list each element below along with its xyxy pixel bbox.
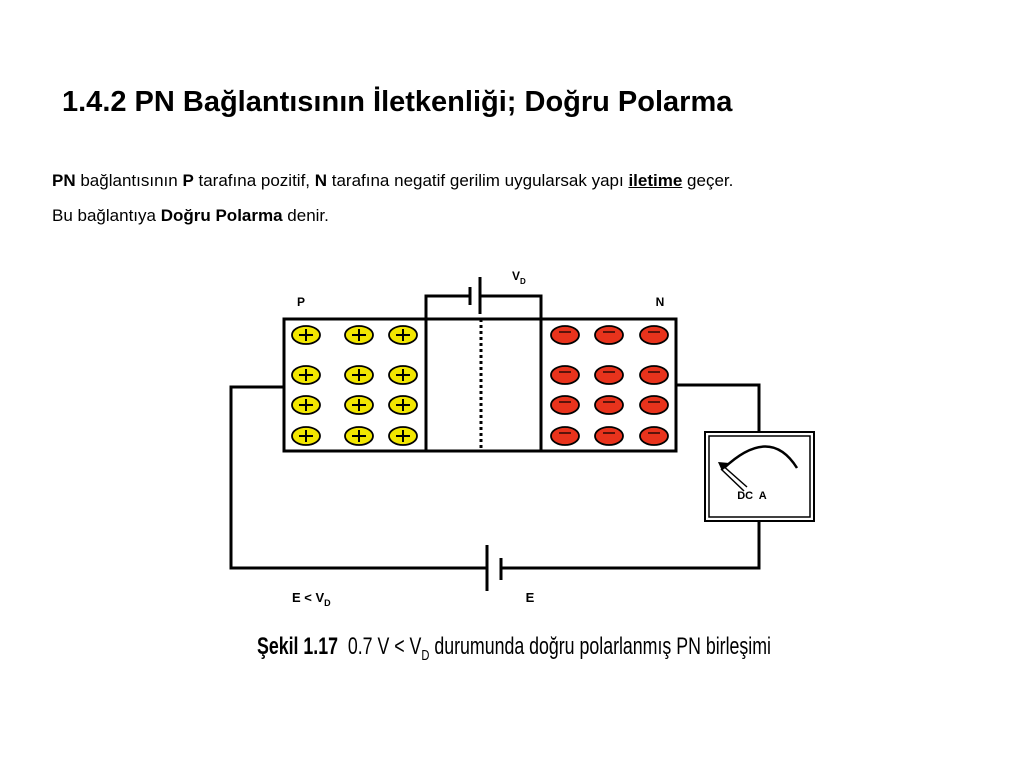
caption-text-2: durumunda doğru polarlanmış PN birleşimi [429,633,771,660]
caption-figure-number: Şekil 1.17 [257,633,338,660]
positive-charge [292,427,320,445]
paragraph-segment: tarafına pozitif, [193,171,315,190]
paragraph-segment: Bu bağlantıya [52,206,161,225]
label-vd: $V_D$ [512,269,526,286]
positive-charge [345,396,373,414]
paragraph-segment: P [182,171,194,190]
positive-charge [389,427,417,445]
negative-charge [551,326,579,344]
negative-charge [640,326,668,344]
negative-charge [551,396,579,414]
positive-charge [345,366,373,384]
label-e: E [525,590,535,605]
positive-charge [389,366,417,384]
paragraph-segment: N [314,171,328,190]
positive-charge [292,396,320,414]
negative-charge [640,396,668,414]
positive-charge [389,396,417,414]
label-e-less-than-vd: $E < V_D$ [292,590,331,608]
positive-charge [292,326,320,344]
negative-charge [551,366,579,384]
positive-charge [389,326,417,344]
battery-vd-symbol [470,277,480,314]
caption-text-1: 0.7 V < V [337,633,422,660]
positive-charge [345,427,373,445]
positive-charge [345,326,373,344]
paragraph-segment: iletime [628,171,683,190]
figure-caption [257,633,771,664]
n-region-negative-charges [551,326,668,445]
page-title: 1.4.2 PN Bağlantısının İletkenliği; Doğru Polarma [62,86,733,118]
positive-charge [292,366,320,384]
negative-charge [595,326,623,344]
p-region-positive-charges [292,326,417,445]
meter-label: DC A [737,490,767,502]
label-n: N [655,295,665,309]
negative-charge [595,396,623,414]
battery-e-symbol [487,545,501,591]
caption-subscript: D [421,646,430,664]
ammeter [705,432,814,521]
paragraph-segment: PN [52,171,76,190]
paragraph-segment: geçer. [682,171,734,190]
negative-charge [640,366,668,384]
negative-charge [595,366,623,384]
paragraph-segment: bağlantısının [75,171,183,190]
paragraph-segment: tarafına negatif gerilim uygularsak yapı [327,171,629,190]
negative-charge [551,427,579,445]
label-p: P [296,295,306,309]
negative-charge [595,427,623,445]
negative-charge [640,427,668,445]
paragraph-segment: denir. [282,206,329,225]
paragraph-segment: Doğru Polarma [160,206,283,225]
